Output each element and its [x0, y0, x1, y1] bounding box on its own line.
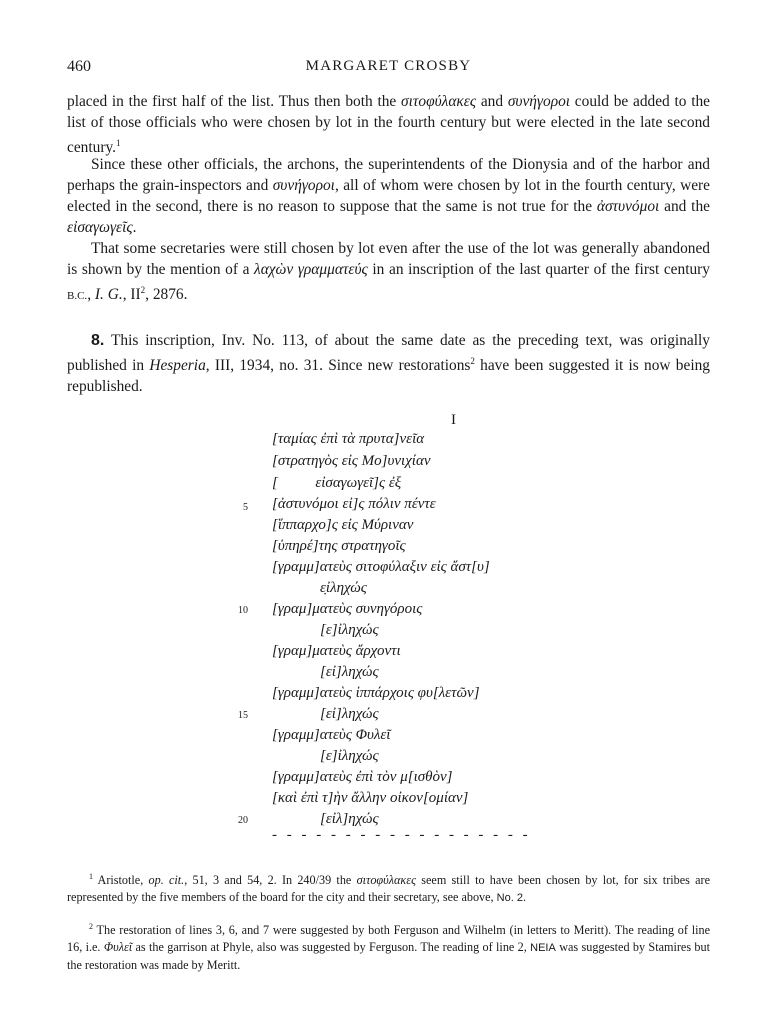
column-marker: I: [451, 412, 456, 428]
greek-term: ἀστυνόμοι: [596, 198, 660, 215]
inscription-line-15: [γραμμ]ατεὺς Φυλεῖ: [272, 727, 391, 743]
inscription-line-2: [στρατηγὸς εἰς Μο]υνιχίαν: [272, 453, 431, 469]
inscription-line-9: [γραμ]ματεὺς συνηγόροις: [272, 601, 423, 617]
inscription-line-11: [γραμ]ματεὺς ἄρχοντι: [272, 643, 401, 659]
greek-term: Φυλεῖ: [103, 940, 133, 955]
journal-title: Hesperia: [149, 357, 206, 375]
lacuna-line: - - - - - - - - - - - - - - - - - -: [272, 827, 531, 843]
inscription-line-5: [ἵππαρχο]ς εἰς Μύριναν: [272, 517, 414, 533]
section-number: 8.: [91, 332, 105, 349]
greek-term: λαχὼν γραμματεύς: [254, 261, 368, 278]
line-number: 20: [238, 815, 248, 826]
footnote-ref-1: 1: [116, 138, 121, 148]
corpus-citation: I. G.: [94, 286, 123, 304]
inscription-line-16: [ε]ἰληχώς: [320, 748, 379, 764]
inscription-line-3: [ εἰσαγωγεῖ]ς ἐξ: [272, 475, 402, 491]
greek-term: εἰσαγωγεῖς: [67, 219, 133, 236]
line-number: 10: [238, 605, 248, 616]
greek-term: συνήγοροι: [272, 177, 335, 194]
paragraph-2: Since these other officials, the archons, the superintendents of the Dionysia and of the harbor and perhaps the grain-inspectors and συνήγοροι, all of whom were chosen by lot in the fourth century, were elected in the second, there is no reason to suppose that the same is not true for the ἀστυνόμοι and the εἰσαγωγεῖς.: [67, 156, 711, 236]
inscription-line-14: [εἰ]ληχώς: [320, 706, 379, 722]
running-head-author: MARGARET CROSBY: [305, 58, 472, 74]
greek-term: σιτοφύλακες: [401, 93, 477, 110]
era-abbreviation: B.C.: [67, 290, 88, 303]
paragraph-1: placed in the first half of the list. Thus then both the σιτοφύλακες and συνήγοροι could be added to the list of those officials who were chosen by lot in the fourth century but were elected in the late second century.$^1$: [67, 93, 711, 157]
inscription-line-19: [εἰλ]ηχώς: [320, 811, 379, 827]
inscription-line-6: [ὑπηρέ]της στρατηγοῖς: [272, 538, 406, 554]
line-number: 15: [238, 710, 248, 721]
inscription-line-13: [γραμμ]ατεὺς ἱππάρχοις φυ[λετῶν]: [272, 685, 480, 701]
inscription-line-7: [γραμμ]ατεὺς σιτοφύλαξιν εἰς ἄστ[υ]: [272, 559, 490, 575]
page-number: 460: [67, 58, 91, 75]
greek-term: συνήγοροι: [507, 93, 571, 110]
footnote-ref-2: 2: [470, 356, 475, 366]
inscription-line-17: [γραμμ]ατεὺς ἐπὶ τὸν μ[ισθὸν]: [272, 769, 453, 785]
inscription-line-12: [εἰ]ληχώς: [320, 664, 379, 680]
footnote-1: $^1$ Aristotle, op. cit., 51, 3 and 54, 2. In 240/39 the σιτοφύλακες seem still to have been chosen by lot, for six tribes are represented by the five members of the board for the city and their secretary, see above, No. 2.: [67, 872, 710, 905]
paragraph-3: That some secretaries were still chosen by lot even after the use of the lot was generally abandoned is shown by the mention of a λαχὼν γραμματεύς in an inscription of the last quarter of the first century B.C., I. G., $II^2$, 2876.: [67, 240, 710, 304]
inscription-line-4: [ἀστυνόμοι εἰ]ς πόλιν πέντε: [272, 496, 436, 512]
inscription-line-1: [ταμίας ἐπὶ τὰ πρυτα]νεῖα: [272, 431, 425, 447]
footnote-2: $^2$ The restoration of lines 3, 6, and 7 were suggested by both Ferguson and Wilhelm (in letters to Meritt). The reading of line 16, i.e. Φυλεῖ as the garrison at Phyle, also was suggested by Ferguson. The reading of line 2, NEIA was suggested by Stamires but the restoration was made by Meritt.: [67, 922, 711, 973]
inscription-line-10: [ε]ἰληχώς: [320, 622, 379, 638]
inscription-line-8: ε̣ἰληχώς: [320, 580, 367, 596]
section-8-paragraph: 8. This inscription, Inv. No. 113, of about the same date as the preceding text, was originally published in Hesperia, III, 1934, no. 31. Since new restorations$^2$ have been suggested it is now being republished.: [67, 332, 710, 396]
inscription-line-18: [καὶ ἐπὶ τ]ὴν ἄλλην οἰκον[ομίαν]: [272, 790, 469, 806]
greek-term: σιτοφύλακες: [356, 873, 417, 888]
line-number: 5: [243, 502, 248, 513]
